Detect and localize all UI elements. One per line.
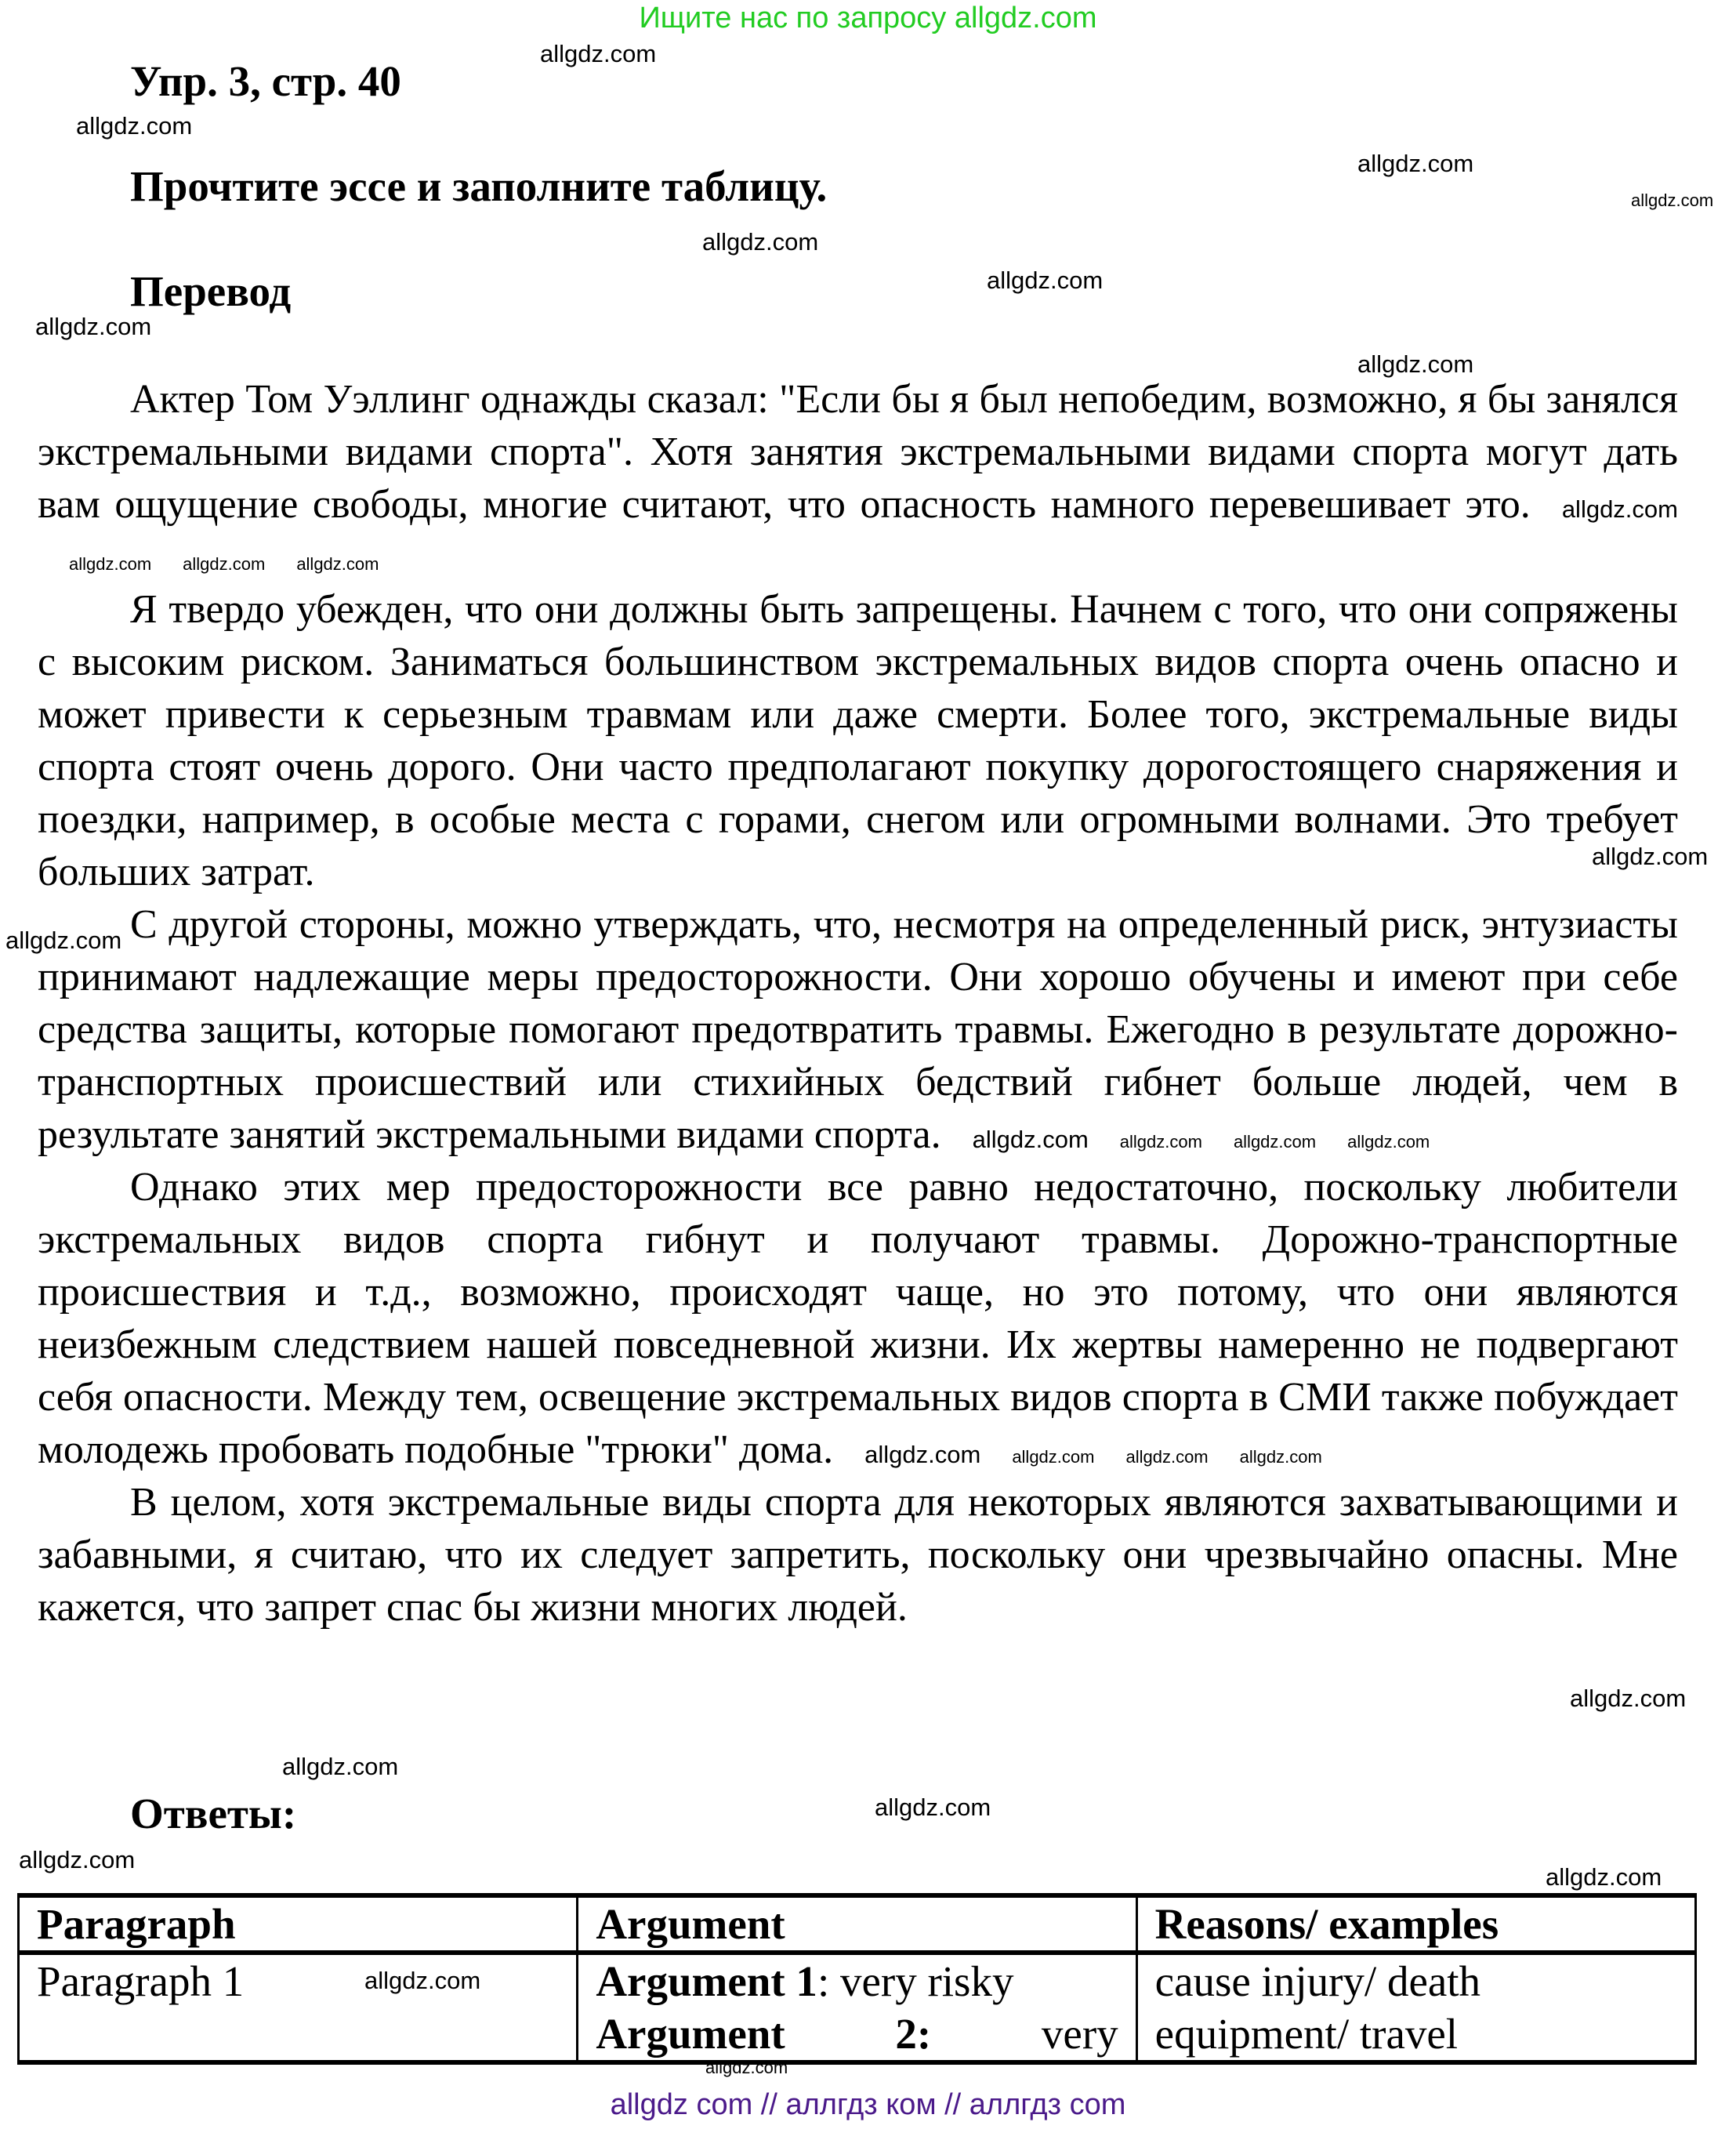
watermark: allgdz.com	[1631, 190, 1714, 210]
essay-paragraph-text: В целом, хотя экстремальные виды спорта для некоторых являются захватывающими и забавными, я считаю, что их следует запретить, поскольку они чрезвычайно опасны. Мне кажется, что запрет спас бы жизни многих людей.	[38, 1480, 1678, 1630]
watermark: allgdz.com	[364, 1967, 481, 1994]
header-argument: Argument	[578, 1895, 1136, 1953]
essay-paragraph	[38, 583, 1678, 898]
cell-reasons	[1136, 1953, 1695, 2062]
header-paragraph: Paragraph	[19, 1895, 578, 1953]
watermark: allgdz.com	[282, 1753, 399, 1780]
answers-table	[17, 1893, 1697, 2065]
watermark: allgdz.com	[540, 40, 657, 67]
search-banner[interactable]: Ищите нас по запросу allgdz.com	[639, 2, 1097, 34]
essay-paragraph	[38, 1161, 1678, 1476]
footer-links[interactable]: allgdz com // аллгдз ком // аллгдз com	[610, 2088, 1126, 2121]
translation-heading: Перевод	[130, 267, 292, 315]
watermark: allgdz.com	[987, 267, 1104, 294]
watermark: allgdz.com	[35, 313, 152, 340]
essay-text	[38, 373, 1678, 1634]
essay-paragraph	[38, 1476, 1678, 1634]
watermark: allgdz.com	[1357, 150, 1474, 177]
watermark: allgdz.com	[1125, 1447, 1209, 1467]
argument-2-label: Argument	[596, 2010, 785, 2058]
essay-paragraph-text: Актер Том Уэллинг однажды сказал: "Если бы я был непобедим, возможно, я бы занялся экстремальными видами спорта". Хотя занятия экстремальными видами спорта могут дать вам ощущение свободы, многие считают, что опасность намного перевешивает это.	[38, 377, 1678, 527]
task-instruction: Прочтите эссе и заполните таблицу.	[130, 162, 828, 210]
argument-2-text: very	[1041, 2010, 1118, 2058]
reason-1: cause injury/ death	[1154, 1957, 1481, 2005]
argument-1-label: Argument 1	[596, 1957, 817, 2005]
table-header-row	[19, 1895, 1696, 1953]
essay-paragraph-text: С другой стороны, можно утверждать, что, несмотря на определенный риск, энтузиасты принимают надлежащие меры предосторожности. Они хорошо обучены и имеют при себе средства защиты, которые помогают предотвратить травмы. Ежегодно в результате дорожно-транспортных происшествий или стихийных бедствий гибнет больше людей, чем в результате занятий экстремальными видами спорта.	[38, 902, 1678, 1157]
watermark: allgdz.com	[1570, 1685, 1687, 1712]
cell-paragraph: Paragraph 1	[19, 1953, 578, 2062]
essay-paragraph-text: Я твердо убежден, что они должны быть запрещены. Начнем с того, что они сопряжены с высоким риском. Заниматься большинством экстремальных видов спорта очень опасно и может привести к серьезным травмам или даже смерти. Более того, экстремальные виды спорта стоят очень дорого. Они часто предполагают покупку дорогостоящего снаряжения и поездки, например, в особые места с горами, снегом или огромными волнами. Это требует больших затрат.	[38, 587, 1678, 894]
watermark: allgdz.com	[1357, 350, 1474, 378]
watermark: allgdz.com	[183, 554, 266, 574]
watermark: allgdz.com	[1546, 1863, 1662, 1891]
exercise-title: Упр. 3, стр. 40	[130, 57, 401, 105]
watermark: allgdz.com	[19, 1846, 136, 1873]
watermark: allgdz.com	[1592, 843, 1709, 870]
answers-heading: Ответы:	[130, 1790, 297, 1837]
watermark: allgdz.com	[702, 228, 819, 256]
reason-2: equipment/ travel	[1154, 2010, 1459, 2058]
watermark: allgdz.com	[864, 1441, 981, 1468]
watermark: allgdz.com	[1239, 1447, 1322, 1467]
watermark: allgdz.com	[705, 2058, 788, 2077]
watermark: allgdz.com	[1233, 1132, 1317, 1152]
essay-paragraph	[38, 898, 1678, 1161]
essay-paragraph	[38, 373, 1678, 583]
argument-2-number: 2:	[895, 2010, 932, 2058]
header-reasons: Reasons/ examples	[1136, 1895, 1695, 1953]
watermark: allgdz.com	[296, 554, 379, 574]
essay-paragraph-text: Однако этих мер предосторожности все равно недостаточно, поскольку любители экстремальных видов спорта гибнут и получают травмы. Дорожно-транспортные происшествия и т.д., возможно, происходят чаще, но это потому, что они являются неизбежным следствием нашей повседневной жизни. Их жертвы намеренно не подвергают себя опасности. Между тем, освещение экстремальных видов спорта в СМИ также побуждает молодежь пробовать подобные "трюки" дома.	[38, 1165, 1678, 1472]
watermark: allgdz.com	[1012, 1447, 1095, 1467]
watermark: allgdz.com	[875, 1794, 991, 1821]
argument-1-text: : very risky	[817, 1957, 1014, 2005]
watermark: allgdz.com	[1347, 1132, 1430, 1152]
watermark: allgdz.com	[76, 112, 193, 140]
watermark: allgdz.com	[972, 1126, 1089, 1153]
watermark: allgdz.com	[69, 554, 152, 574]
watermark: allgdz.com	[1561, 495, 1678, 523]
cell-argument	[578, 1953, 1136, 2062]
watermark: allgdz.com	[1119, 1132, 1202, 1152]
table-row	[19, 1953, 1696, 2062]
watermark: allgdz.com	[5, 927, 122, 954]
